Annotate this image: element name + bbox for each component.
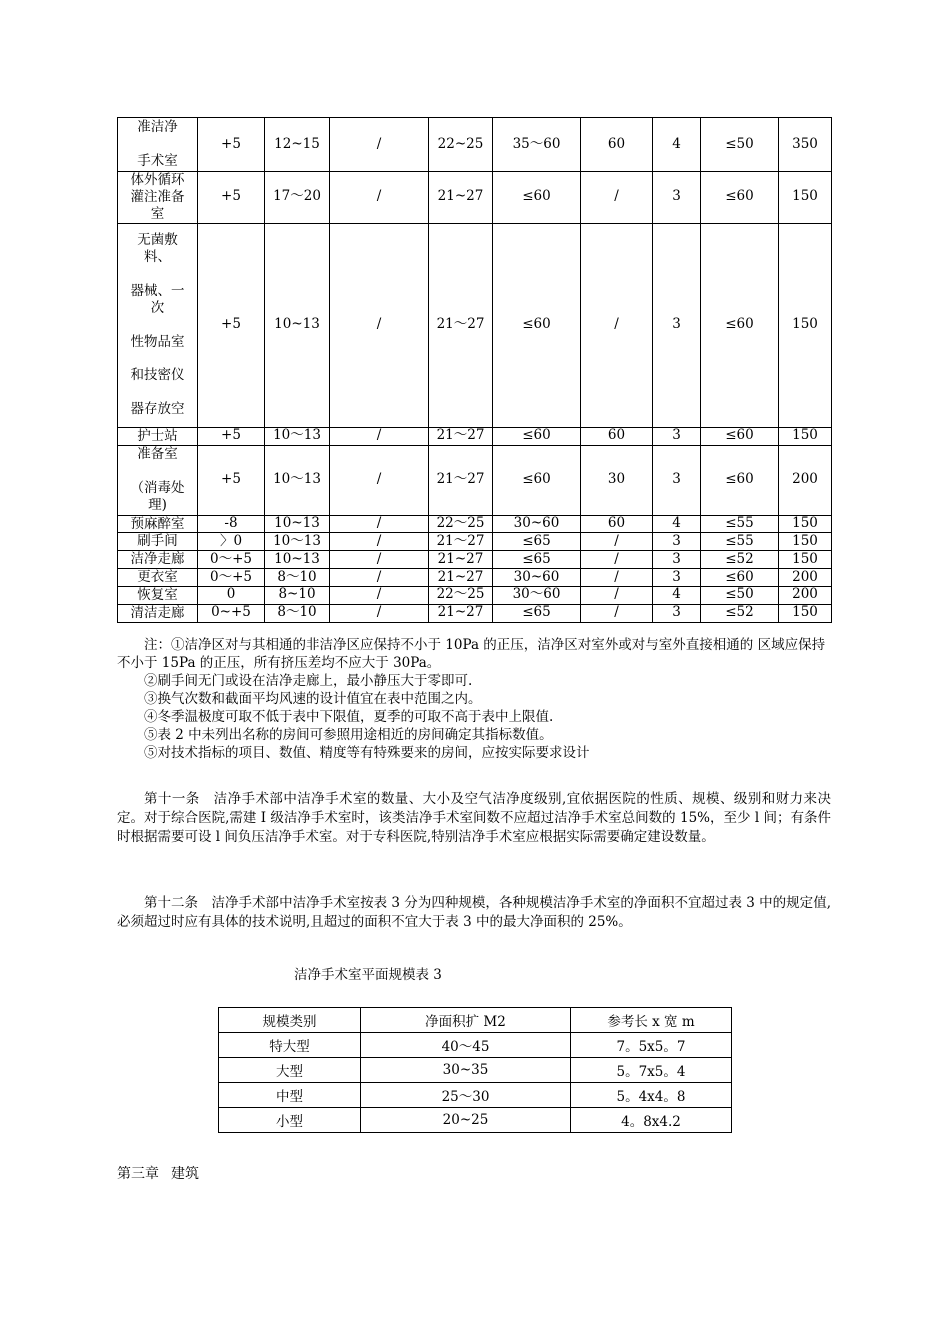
table-cell: 3 <box>653 604 701 622</box>
table-cell: 60 <box>581 515 653 533</box>
table-row <box>219 1058 732 1083</box>
table-cell: ≤60 <box>701 223 779 427</box>
table-cell: 60 <box>581 118 653 172</box>
table-cell: 22～25 <box>429 515 493 533</box>
table-cell: 3 <box>653 551 701 569</box>
article-11: 第十一条 洁净手术部中洁净手术室的数量、大小及空气洁净度级别,宜依据医院的性质、规模、级别和财力来决定。对于综合医院,需建 I 级洁净手术室时，该类洁净手术室间数不应超过洁净手术室总间数的 15%，至少 l 间；有条件时根据需要可设 l 间负压洁净手术室。对于专科医院,特别洁净手术室应根据实际需要确定建设数量。 <box>117 791 831 845</box>
table-cell: 21~27 <box>429 569 493 587</box>
table-cell: / <box>581 604 653 622</box>
table-cell: 30 <box>581 445 653 515</box>
table-cell: / <box>330 172 429 224</box>
table-cell: / <box>581 223 653 427</box>
table-cell: ≤65 <box>493 604 581 622</box>
table-cell: ≤50 <box>701 587 779 605</box>
room-name-cell: 刷手间 <box>118 533 198 551</box>
table-cell: 22~25 <box>429 118 493 172</box>
table-cell: 150 <box>779 533 832 551</box>
room-name-cell: 护士站 <box>118 427 198 445</box>
chapter-title: 建筑 <box>171 1166 199 1182</box>
table-cell: 10～13 <box>265 533 330 551</box>
room-name-cell: 更衣室 <box>118 569 198 587</box>
table-cell: 10～13 <box>265 445 330 515</box>
table-cell: 0～+5 <box>198 551 265 569</box>
table-cell: / <box>330 427 429 445</box>
table-cell: 30～60 <box>493 587 581 605</box>
cleanroom-spec-table-2 <box>117 117 832 623</box>
table-cell: 8～10 <box>265 604 330 622</box>
table-cell: 8~10 <box>265 587 330 605</box>
table-cell: 3 <box>653 569 701 587</box>
table3-header-cell: 规模类别 <box>219 1008 361 1033</box>
table-cell: 小型 <box>219 1108 361 1133</box>
table-cell: +5 <box>198 427 265 445</box>
table-cell: 350 <box>779 118 832 172</box>
table-cell: ≤65 <box>493 551 581 569</box>
table-cell: 150 <box>779 427 832 445</box>
table-cell: +5 <box>198 445 265 515</box>
table-cell: 3 <box>653 223 701 427</box>
table3-caption: 洁净手术室平面规模表 3 <box>294 967 442 983</box>
table-cell: 21～27 <box>429 445 493 515</box>
table-cell: 4。8x4.2 <box>571 1108 732 1133</box>
table-cell: / <box>581 569 653 587</box>
room-name-cell: 体外循环 灌注准备 室 <box>118 172 198 224</box>
table-cell: 150 <box>779 515 832 533</box>
room-name-cell: 预麻醉室 <box>118 515 198 533</box>
table-cell: 5。4x4。8 <box>571 1083 732 1108</box>
table-cell: 25～30 <box>361 1083 571 1108</box>
room-name-cell: 恢复室 <box>118 587 198 605</box>
article-12: 第十二条 洁净手术部中洁净手术室按表 3 分为四种规模，各种规模洁净手术室的净面积不宜超过表 3 中的规定值,必须超过时应有具体的技术说明,且超过的面积不宜大于表 3 中的最大净面积的 25%。 <box>117 895 831 930</box>
table-cell: ≤60 <box>493 223 581 427</box>
table-row <box>118 569 832 587</box>
table-cell: ≤52 <box>701 551 779 569</box>
table-cell: 21～27 <box>429 427 493 445</box>
table-cell: 5。7x5。4 <box>571 1058 732 1083</box>
chapter-heading <box>117 1163 211 1183</box>
table-cell: 12~15 <box>265 118 330 172</box>
table-cell: ≤60 <box>493 427 581 445</box>
note-1: 注：①洁净区对与其相通的非洁净区应保持不小于 10Pa 的正压，洁净区对室外或对与室外直接相通的 区域应保持不小于 15Pa 的正压，所有挤压差均不应大于 30Pa。 <box>117 637 826 671</box>
table-cell: / <box>581 172 653 224</box>
table-cell: 0~+5 <box>198 604 265 622</box>
table-row <box>219 1108 732 1133</box>
note-6: ⑤对技术指标的项目、数值、精度等有特殊要来的房间，应按实际要求设计 <box>144 745 590 761</box>
table-cell: +5 <box>198 172 265 224</box>
room-name-cell: 洁净走廊 <box>118 551 198 569</box>
note-4: ④冬季温极度可取不低于表中下限值，夏季的可取不高于表中上限值. <box>144 709 554 725</box>
table-row <box>219 1083 732 1108</box>
table-row <box>118 604 832 622</box>
table-cell: 8～10 <box>265 569 330 587</box>
table-row <box>118 587 832 605</box>
room-name-cell: 准备室 （消毒处 理) <box>118 445 198 515</box>
table-row <box>118 533 832 551</box>
table-cell: ≤52 <box>701 604 779 622</box>
table-cell: 21～27 <box>429 223 493 427</box>
table-row <box>118 223 832 427</box>
table-cell: 21～27 <box>429 533 493 551</box>
table-cell: 10~13 <box>265 551 330 569</box>
table-row <box>118 172 832 224</box>
table3-header-cell: 参考长 x 宽 m <box>571 1008 732 1033</box>
chapter-number: 第三章 <box>117 1166 159 1182</box>
table-row <box>118 118 832 172</box>
table-cell: 3 <box>653 172 701 224</box>
table-cell: ≤60 <box>493 445 581 515</box>
table-cell: +5 <box>198 223 265 427</box>
table-cell: ≤60 <box>701 172 779 224</box>
table-cell: / <box>581 533 653 551</box>
table-cell: 150 <box>779 604 832 622</box>
table-cell: 0 <box>198 587 265 605</box>
room-name-cell: 清洁走廊 <box>118 604 198 622</box>
table-cell: 10~13 <box>265 515 330 533</box>
table-cell: / <box>581 551 653 569</box>
table-cell: 200 <box>779 445 832 515</box>
table-cell: -8 <box>198 515 265 533</box>
table-cell: 17～20 <box>265 172 330 224</box>
room-name-cell: 无菌敷 料、 器械、一 次 性物品室 和技密仪 器存放空 <box>118 223 198 427</box>
table-cell: +5 <box>198 118 265 172</box>
table-cell: 40～45 <box>361 1033 571 1058</box>
table-cell: ≤60 <box>701 427 779 445</box>
table-row <box>118 515 832 533</box>
room-name-cell: 准洁净 手术室 <box>118 118 198 172</box>
table-cell: 〉0 <box>198 533 265 551</box>
table-cell: 3 <box>653 445 701 515</box>
table-cell: ≤60 <box>701 445 779 515</box>
table-cell: / <box>330 515 429 533</box>
table-cell: 4 <box>653 118 701 172</box>
table-cell: / <box>330 569 429 587</box>
table-cell: 150 <box>779 223 832 427</box>
table-row <box>118 551 832 569</box>
table-cell: 20~25 <box>361 1108 571 1133</box>
table-cell: 30~35 <box>361 1058 571 1083</box>
table-cell: ≤55 <box>701 515 779 533</box>
table-cell: 21~27 <box>429 551 493 569</box>
table-cell: / <box>330 533 429 551</box>
table-cell: / <box>330 445 429 515</box>
table-cell: / <box>330 604 429 622</box>
table-cell: 21~27 <box>429 172 493 224</box>
table-cell: / <box>330 223 429 427</box>
table-cell: ≤65 <box>493 533 581 551</box>
table-cell: 35～60 <box>493 118 581 172</box>
table-cell: ≤50 <box>701 118 779 172</box>
table-cell: 200 <box>779 569 832 587</box>
table-cell: ≤60 <box>701 569 779 587</box>
table-cell: 大型 <box>219 1058 361 1083</box>
table-cell: ≤60 <box>493 172 581 224</box>
table-row <box>118 445 832 515</box>
table-cell: 10～13 <box>265 427 330 445</box>
note-5: ⑤表 2 中未列出名称的房间可参照用途相近的房间确定其指标数值。 <box>144 727 553 743</box>
table-row <box>219 1033 732 1058</box>
table-cell: 特大型 <box>219 1033 361 1058</box>
table-cell: 30~60 <box>493 515 581 533</box>
note-3: ③换气次数和截面平均风速的设计值宜在表中范围之内。 <box>144 691 482 707</box>
table3-header-row <box>219 1008 732 1033</box>
table-row <box>118 427 832 445</box>
table-cell: 4 <box>653 587 701 605</box>
room-scale-table-3 <box>218 1007 732 1133</box>
table-notes <box>117 636 831 762</box>
table-cell: / <box>330 587 429 605</box>
table-cell: 3 <box>653 427 701 445</box>
table3-header-cell: 净面积扩 M2 <box>361 1008 571 1033</box>
table-cell: 中型 <box>219 1083 361 1108</box>
table-cell: 10~13 <box>265 223 330 427</box>
table-cell: / <box>330 551 429 569</box>
table-cell: 30~60 <box>493 569 581 587</box>
table-cell: 22～25 <box>429 587 493 605</box>
table-cell: 0～+5 <box>198 569 265 587</box>
table-cell: / <box>581 587 653 605</box>
table-cell: 21~27 <box>429 604 493 622</box>
table-cell: 200 <box>779 587 832 605</box>
table-cell: ≤55 <box>701 533 779 551</box>
table-cell: / <box>330 118 429 172</box>
table-cell: 4 <box>653 515 701 533</box>
note-2: ②刷手间无门或设在洁净走廊上，最小静压大于零即可. <box>144 673 473 689</box>
table-cell: 60 <box>581 427 653 445</box>
table-cell: 150 <box>779 172 832 224</box>
table-cell: 150 <box>779 551 832 569</box>
table-cell: 7。5x5。7 <box>571 1033 732 1058</box>
table-cell: 3 <box>653 533 701 551</box>
